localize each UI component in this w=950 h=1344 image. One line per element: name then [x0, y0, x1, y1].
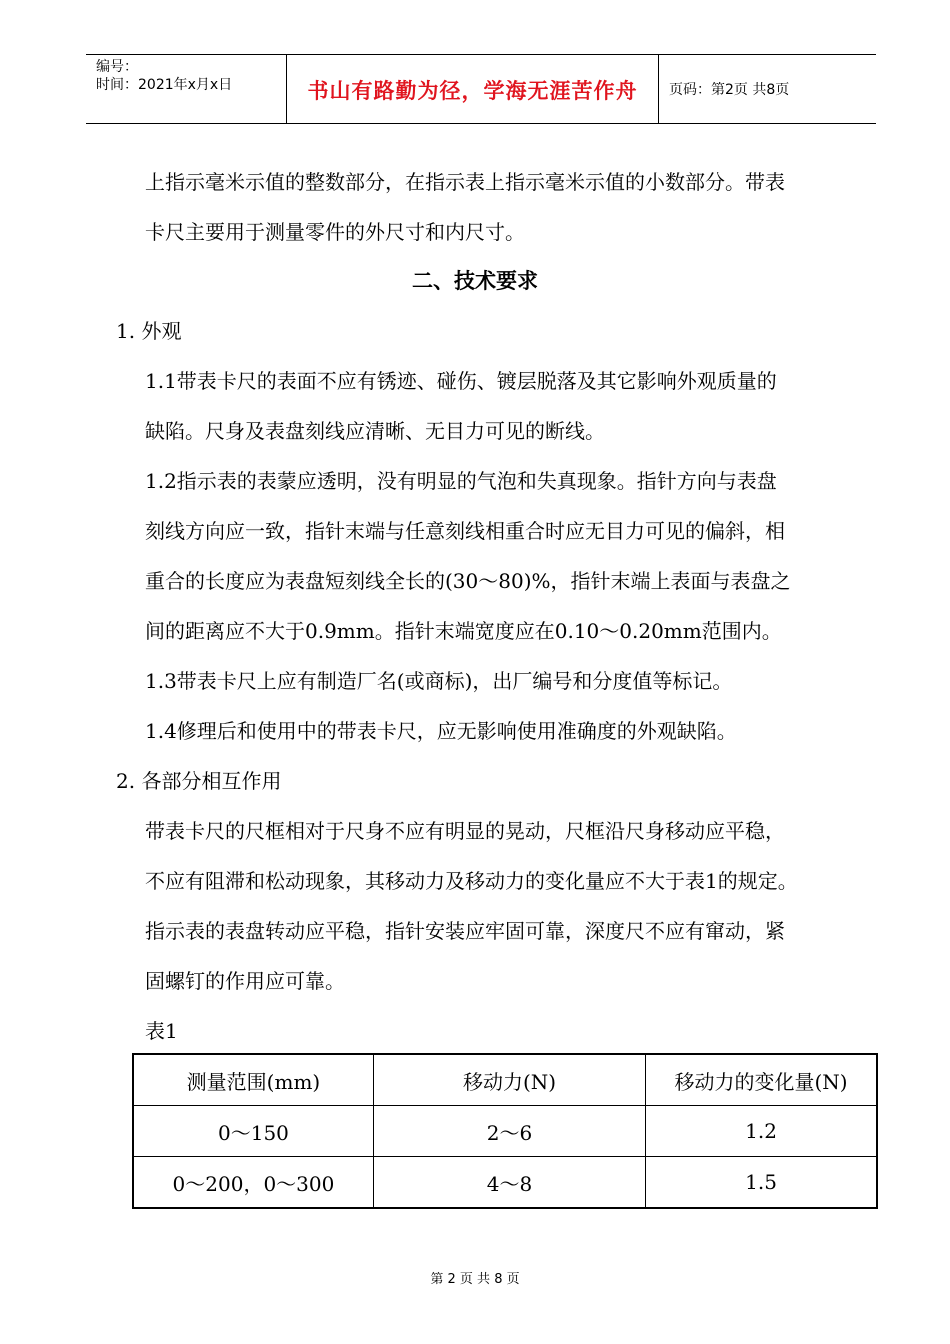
paragraph-line: 卡尺主要用于测量零件的外尺寸和内尺寸。	[145, 220, 525, 244]
subheading-interaction: 2. 各部分相互作用	[116, 769, 282, 793]
paragraph-line: 1.1带表卡尺的表面不应有锈迹、碰伤、镀层脱落及其它影响外观质量的	[145, 369, 777, 393]
subheading-appearance: 1. 外观	[116, 319, 182, 343]
header-time-label: 时间：2021年x月x日	[96, 77, 233, 93]
table-row	[133, 1106, 877, 1157]
paragraph-line: 指示表的表盘转动应平稳，指针安装应牢固可靠，深度尺不应有窜动，紧	[145, 919, 785, 943]
table-cell: 0～150	[133, 1106, 373, 1157]
paragraph-line: 缺陷。尺身及表盘刻线应清晰、无目力可见的断线。	[145, 419, 605, 443]
page-footer: 第 2 页 共 8 页	[430, 1272, 520, 1287]
column-header-range: 测量范围(mm)	[133, 1054, 373, 1106]
header-number-label: 编号：	[96, 59, 138, 75]
header-motto: 书山有路勤为径，学海无涯苦作舟	[307, 79, 638, 103]
table-cell: 4～8	[373, 1157, 645, 1209]
paragraph-line: 不应有阻滞和松动现象，其移动力及移动力的变化量应不大于表1的规定。	[145, 869, 798, 893]
page-header	[86, 54, 876, 124]
section-title: 二、技术要求	[412, 269, 538, 293]
table-cell: 0～200，0～300	[133, 1157, 373, 1209]
paragraph-line: 固螺钉的作用应可靠。	[145, 969, 345, 993]
header-meta	[96, 58, 232, 94]
header-page-info: 页码：第2页 共8页	[669, 82, 790, 98]
paragraph-line: 1.2指示表的表蒙应透明，没有明显的气泡和失真现象。指针方向与表盘	[145, 469, 777, 493]
table-header-row	[133, 1054, 877, 1106]
paragraph-line: 1.4修理后和使用中的带表卡尺，应无影响使用准确度的外观缺陷。	[145, 719, 737, 743]
table-cell: 1.2	[646, 1106, 877, 1157]
paragraph-line: 刻线方向应一致，指针末端与任意刻线相重合时应无目力可见的偏斜，相	[145, 519, 785, 543]
paragraph-line: 间的距离应不大于0.9mm。指针末端宽度应在0.10～0.20mm范围内。	[145, 619, 782, 643]
spec-table	[132, 1053, 878, 1209]
paragraph-line: 带表卡尺的尺框相对于尺身不应有明显的晃动，尺框沿尺身移动应平稳，	[145, 819, 785, 843]
table-caption: 表1	[145, 1019, 178, 1043]
header-divider	[658, 55, 659, 123]
table-cell: 1.5	[646, 1157, 877, 1209]
column-header-force-variation: 移动力的变化量(N)	[646, 1054, 877, 1106]
table-cell: 2～6	[373, 1106, 645, 1157]
column-header-force: 移动力(N)	[373, 1054, 645, 1106]
paragraph-line: 重合的长度应为表盘短刻线全长的(30～80)%，指针末端上表面与表盘之	[145, 569, 791, 593]
paragraph-line: 上指示毫米示值的整数部分，在指示表上指示毫米示值的小数部分。带表	[145, 170, 785, 194]
table-row	[133, 1157, 877, 1209]
paragraph-line: 1.3带表卡尺上应有制造厂名(或商标)，出厂编号和分度值等标记。	[145, 669, 733, 693]
